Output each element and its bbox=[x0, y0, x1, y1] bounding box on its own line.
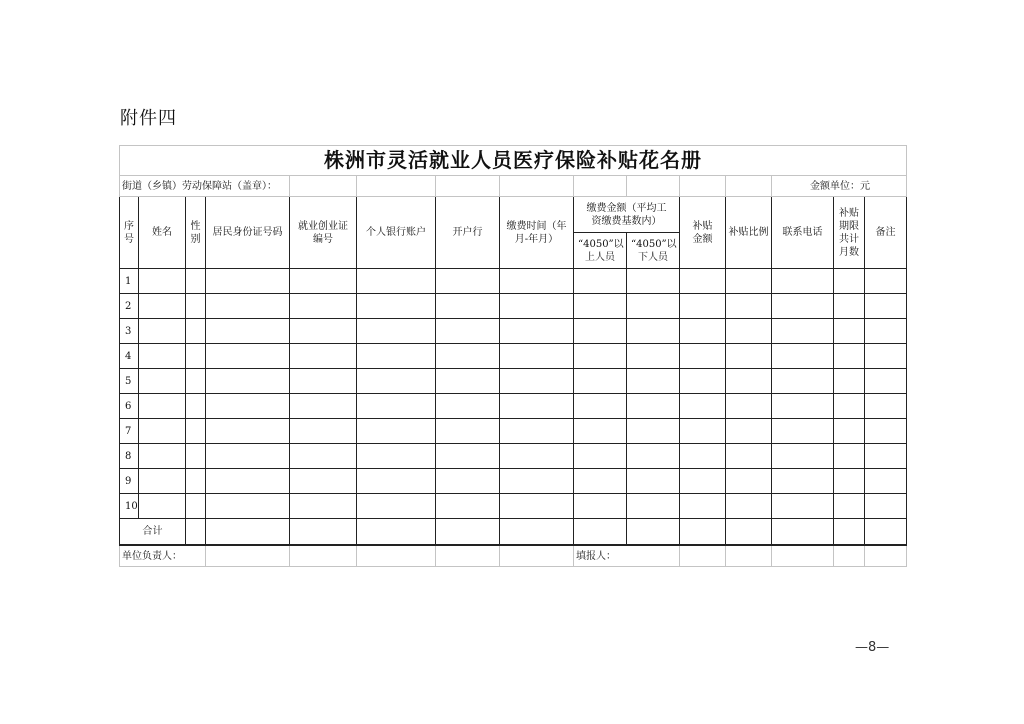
header-phone: 联系电话 bbox=[772, 197, 834, 269]
row-number: 5 bbox=[120, 369, 139, 394]
filler-label: 填报人： bbox=[574, 545, 680, 567]
input-cell[interactable] bbox=[574, 494, 627, 519]
input-cell[interactable] bbox=[627, 344, 680, 369]
input-cell[interactable] bbox=[290, 369, 357, 394]
footer-row bbox=[120, 545, 907, 567]
input-cell[interactable] bbox=[726, 394, 772, 419]
header-bank: 开户行 bbox=[436, 197, 500, 269]
table-row bbox=[120, 469, 907, 494]
input-cell[interactable] bbox=[680, 419, 726, 444]
input-cell[interactable] bbox=[574, 419, 627, 444]
input-cell[interactable] bbox=[574, 344, 627, 369]
input-cell[interactable] bbox=[574, 294, 627, 319]
input-cell[interactable] bbox=[680, 344, 726, 369]
header-subsidy-ratio: 补贴比例 bbox=[726, 197, 772, 269]
input-cell[interactable] bbox=[627, 394, 680, 419]
input-cell[interactable] bbox=[574, 444, 627, 469]
total-row bbox=[120, 519, 907, 546]
table-row bbox=[120, 394, 907, 419]
input-cell[interactable] bbox=[139, 319, 186, 344]
row-number: 6 bbox=[120, 394, 139, 419]
title-row bbox=[120, 146, 907, 176]
input-cell[interactable] bbox=[772, 444, 834, 469]
input-cell[interactable] bbox=[186, 394, 206, 419]
input-cell[interactable] bbox=[357, 444, 436, 469]
input-cell[interactable] bbox=[206, 344, 290, 369]
input-cell[interactable] bbox=[139, 444, 186, 469]
input-cell[interactable] bbox=[290, 444, 357, 469]
input-cell[interactable] bbox=[290, 294, 357, 319]
input-cell[interactable] bbox=[772, 394, 834, 419]
input-cell[interactable] bbox=[574, 269, 627, 294]
header-bank-account: 个人银行账户 bbox=[357, 197, 436, 269]
input-cell[interactable] bbox=[206, 419, 290, 444]
input-cell[interactable] bbox=[627, 319, 680, 344]
input-cell[interactable] bbox=[357, 494, 436, 519]
input-cell[interactable] bbox=[139, 494, 186, 519]
input-cell[interactable] bbox=[290, 419, 357, 444]
input-cell[interactable] bbox=[627, 469, 680, 494]
input-cell[interactable] bbox=[186, 494, 206, 519]
input-cell[interactable] bbox=[500, 394, 574, 419]
row-number: 3 bbox=[120, 319, 139, 344]
input-cell[interactable] bbox=[772, 319, 834, 344]
input-cell[interactable] bbox=[357, 469, 436, 494]
input-cell[interactable] bbox=[186, 469, 206, 494]
input-cell[interactable] bbox=[865, 269, 907, 294]
input-cell[interactable] bbox=[186, 269, 206, 294]
table-row bbox=[120, 344, 907, 369]
input-cell[interactable] bbox=[436, 319, 500, 344]
input-cell[interactable] bbox=[206, 444, 290, 469]
input-cell[interactable] bbox=[726, 369, 772, 394]
input-cell[interactable] bbox=[290, 494, 357, 519]
input-cell[interactable] bbox=[290, 344, 357, 369]
input-cell[interactable] bbox=[627, 294, 680, 319]
input-cell[interactable] bbox=[206, 369, 290, 394]
input-cell[interactable] bbox=[186, 294, 206, 319]
total-label: 合计 bbox=[120, 519, 186, 546]
input-cell[interactable] bbox=[726, 419, 772, 444]
input-cell[interactable] bbox=[834, 394, 865, 419]
input-cell[interactable] bbox=[680, 394, 726, 419]
data-rows bbox=[120, 269, 907, 519]
input-cell[interactable] bbox=[574, 369, 627, 394]
input-cell[interactable] bbox=[436, 344, 500, 369]
input-cell[interactable] bbox=[186, 419, 206, 444]
header-subsidy-months: 补贴期限共计月数 bbox=[834, 197, 865, 269]
amount-unit-label: 金额单位：元 bbox=[772, 176, 907, 197]
subtitle-row bbox=[120, 176, 907, 197]
input-cell[interactable] bbox=[865, 469, 907, 494]
input-cell[interactable] bbox=[627, 369, 680, 394]
input-cell[interactable] bbox=[574, 469, 627, 494]
header-payment-amount: 缴费金额（平均工资缴费基数内） bbox=[574, 197, 680, 233]
input-cell[interactable] bbox=[357, 344, 436, 369]
input-cell[interactable] bbox=[357, 394, 436, 419]
input-cell[interactable] bbox=[357, 294, 436, 319]
table-row bbox=[120, 294, 907, 319]
input-cell[interactable] bbox=[574, 394, 627, 419]
input-cell[interactable] bbox=[357, 419, 436, 444]
row-number: 7 bbox=[120, 419, 139, 444]
header-employment-cert: 就业创业证编号 bbox=[290, 197, 357, 269]
input-cell[interactable] bbox=[500, 419, 574, 444]
header-name: 姓名 bbox=[139, 197, 186, 269]
input-cell[interactable] bbox=[834, 494, 865, 519]
input-cell[interactable] bbox=[357, 369, 436, 394]
input-cell[interactable] bbox=[865, 369, 907, 394]
input-cell[interactable] bbox=[436, 469, 500, 494]
header-payment-period: 缴费时间（年月-年月） bbox=[500, 197, 574, 269]
input-cell[interactable] bbox=[834, 469, 865, 494]
input-cell[interactable] bbox=[290, 319, 357, 344]
roster-table bbox=[119, 145, 907, 567]
input-cell[interactable] bbox=[436, 369, 500, 394]
header-below-4050: “4050”以下人员 bbox=[627, 233, 680, 269]
table-row bbox=[120, 444, 907, 469]
input-cell[interactable] bbox=[206, 294, 290, 319]
input-cell[interactable] bbox=[680, 494, 726, 519]
input-cell[interactable] bbox=[680, 469, 726, 494]
input-cell[interactable] bbox=[500, 369, 574, 394]
station-seal-label: 街道（乡镇）劳动保障站（盖章）： bbox=[120, 176, 290, 197]
input-cell[interactable] bbox=[436, 419, 500, 444]
header-row-1 bbox=[120, 197, 907, 233]
input-cell[interactable] bbox=[772, 294, 834, 319]
input-cell[interactable] bbox=[772, 419, 834, 444]
input-cell[interactable] bbox=[834, 319, 865, 344]
row-number: 1 bbox=[120, 269, 139, 294]
input-cell[interactable] bbox=[865, 419, 907, 444]
input-cell[interactable] bbox=[772, 469, 834, 494]
input-cell[interactable] bbox=[726, 344, 772, 369]
responsible-person-label: 单位负责人： bbox=[120, 545, 206, 567]
input-cell[interactable] bbox=[726, 494, 772, 519]
input-cell[interactable] bbox=[436, 394, 500, 419]
input-cell[interactable] bbox=[139, 394, 186, 419]
input-cell[interactable] bbox=[500, 294, 574, 319]
input-cell[interactable] bbox=[726, 469, 772, 494]
input-cell[interactable] bbox=[726, 294, 772, 319]
input-cell[interactable] bbox=[206, 319, 290, 344]
input-cell[interactable] bbox=[865, 344, 907, 369]
input-cell[interactable] bbox=[772, 269, 834, 294]
input-cell[interactable] bbox=[436, 444, 500, 469]
row-number: 8 bbox=[120, 444, 139, 469]
input-cell[interactable] bbox=[206, 394, 290, 419]
input-cell[interactable] bbox=[865, 394, 907, 419]
input-cell[interactable] bbox=[627, 444, 680, 469]
input-cell[interactable] bbox=[627, 269, 680, 294]
input-cell[interactable] bbox=[865, 444, 907, 469]
input-cell[interactable] bbox=[186, 444, 206, 469]
form-title: 株洲市灵活就业人员医疗保险补贴花名册 bbox=[120, 146, 907, 176]
input-cell[interactable] bbox=[357, 269, 436, 294]
input-cell[interactable] bbox=[139, 269, 186, 294]
input-cell[interactable] bbox=[436, 494, 500, 519]
input-cell[interactable] bbox=[726, 269, 772, 294]
table-row bbox=[120, 319, 907, 344]
input-cell[interactable] bbox=[772, 344, 834, 369]
input-cell[interactable] bbox=[772, 494, 834, 519]
input-cell[interactable] bbox=[834, 269, 865, 294]
input-cell[interactable] bbox=[186, 344, 206, 369]
header-gender: 性别 bbox=[186, 197, 206, 269]
table-row bbox=[120, 419, 907, 444]
input-cell[interactable] bbox=[834, 369, 865, 394]
row-number: 4 bbox=[120, 344, 139, 369]
table-row bbox=[120, 369, 907, 394]
input-cell[interactable] bbox=[436, 269, 500, 294]
input-cell[interactable] bbox=[574, 319, 627, 344]
input-cell[interactable] bbox=[627, 494, 680, 519]
row-number: 10 bbox=[120, 494, 139, 519]
input-cell[interactable] bbox=[290, 469, 357, 494]
input-cell[interactable] bbox=[139, 344, 186, 369]
input-cell[interactable] bbox=[680, 444, 726, 469]
input-cell[interactable] bbox=[206, 469, 290, 494]
input-cell[interactable] bbox=[500, 469, 574, 494]
input-cell[interactable] bbox=[834, 444, 865, 469]
table-row bbox=[120, 494, 907, 519]
header-subsidy-amount: 补贴金额 bbox=[680, 197, 726, 269]
attachment-label: 附件四 bbox=[120, 108, 177, 129]
table-row bbox=[120, 269, 907, 294]
input-cell[interactable] bbox=[834, 419, 865, 444]
input-cell[interactable] bbox=[139, 369, 186, 394]
input-cell[interactable] bbox=[139, 469, 186, 494]
input-cell[interactable] bbox=[206, 269, 290, 294]
input-cell[interactable] bbox=[186, 369, 206, 394]
input-cell[interactable] bbox=[500, 344, 574, 369]
input-cell[interactable] bbox=[139, 294, 186, 319]
input-cell[interactable] bbox=[500, 494, 574, 519]
page-number: —8— bbox=[855, 640, 890, 655]
input-cell[interactable] bbox=[186, 319, 206, 344]
input-cell[interactable] bbox=[680, 294, 726, 319]
input-cell[interactable] bbox=[865, 294, 907, 319]
input-cell[interactable] bbox=[680, 269, 726, 294]
input-cell[interactable] bbox=[834, 294, 865, 319]
input-cell[interactable] bbox=[500, 444, 574, 469]
input-cell[interactable] bbox=[436, 294, 500, 319]
input-cell[interactable] bbox=[834, 344, 865, 369]
header-remark: 备注 bbox=[865, 197, 907, 269]
input-cell[interactable] bbox=[500, 269, 574, 294]
input-cell[interactable] bbox=[680, 319, 726, 344]
input-cell[interactable] bbox=[139, 419, 186, 444]
input-cell[interactable] bbox=[680, 369, 726, 394]
input-cell[interactable] bbox=[726, 444, 772, 469]
header-above-4050: “4050”以上人员 bbox=[574, 233, 627, 269]
header-id-number: 居民身份证号码 bbox=[206, 197, 290, 269]
header-seq: 序号 bbox=[120, 197, 139, 269]
input-cell[interactable] bbox=[627, 419, 680, 444]
input-cell[interactable] bbox=[357, 319, 436, 344]
input-cell[interactable] bbox=[290, 269, 357, 294]
input-cell[interactable] bbox=[865, 319, 907, 344]
input-cell[interactable] bbox=[726, 319, 772, 344]
input-cell[interactable] bbox=[206, 494, 290, 519]
input-cell[interactable] bbox=[865, 494, 907, 519]
row-number: 2 bbox=[120, 294, 139, 319]
input-cell[interactable] bbox=[772, 369, 834, 394]
input-cell[interactable] bbox=[500, 319, 574, 344]
row-number: 9 bbox=[120, 469, 139, 494]
input-cell[interactable] bbox=[290, 394, 357, 419]
